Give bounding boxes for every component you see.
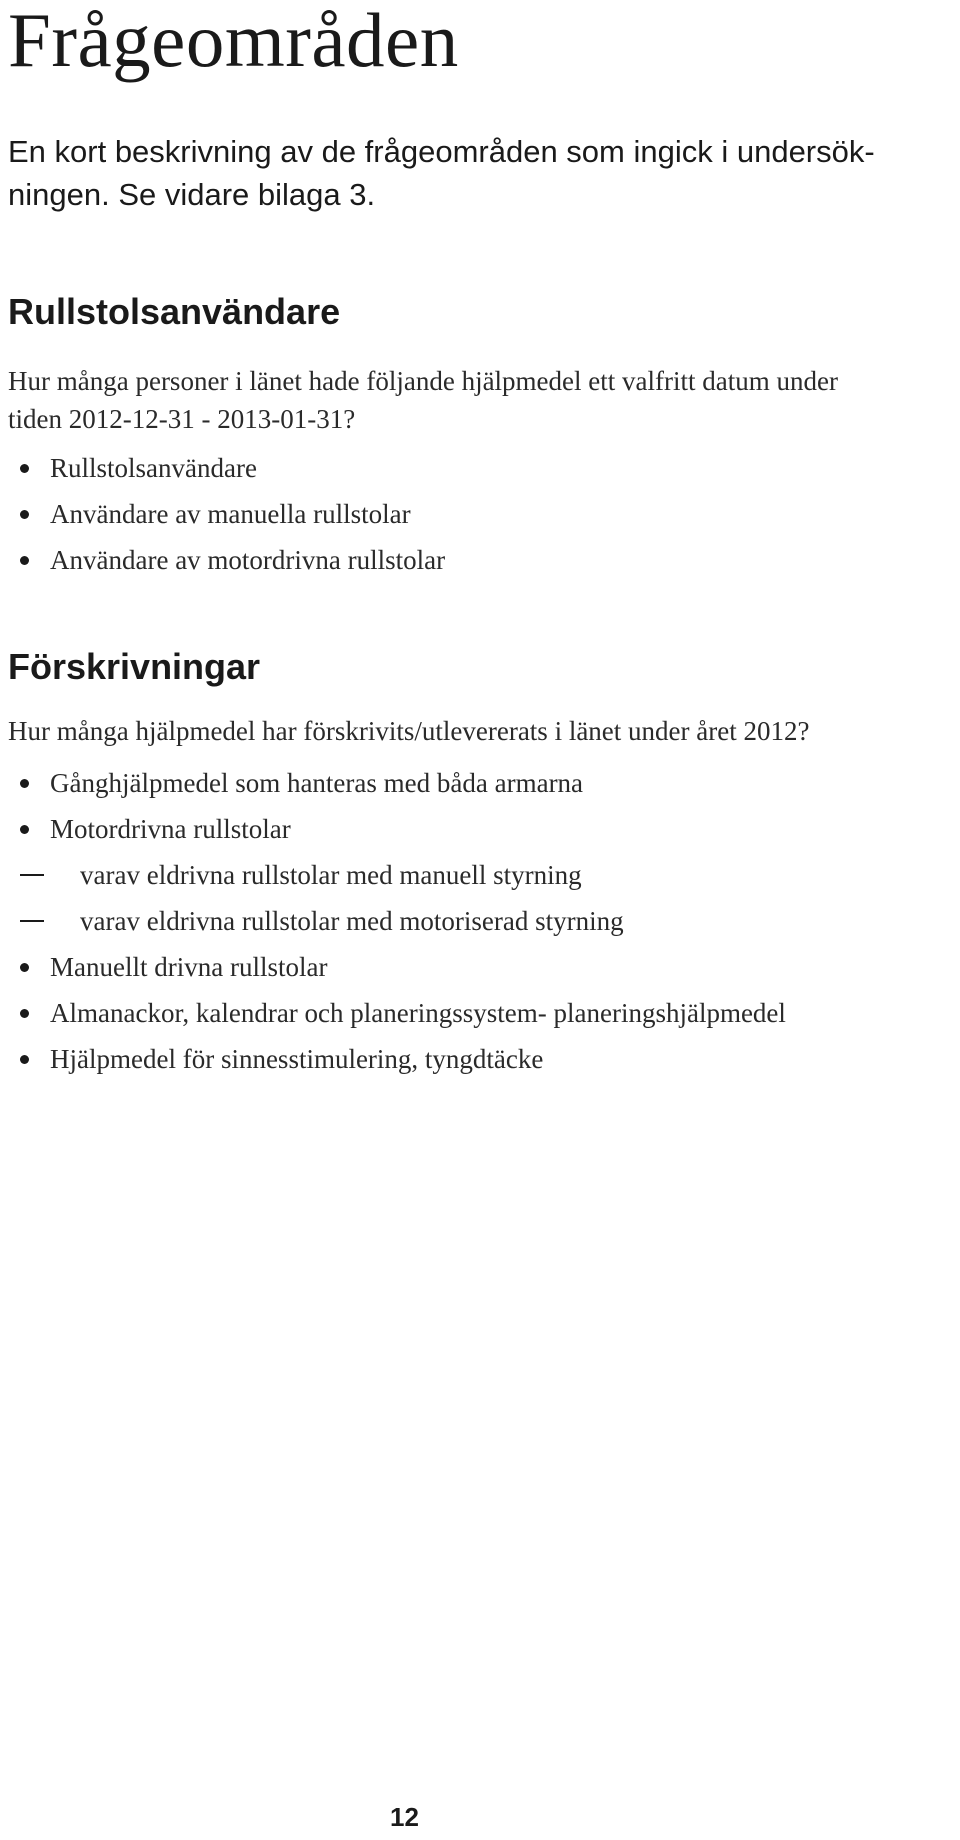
list-item-text: Användare av manuella rullstolar — [50, 499, 411, 529]
page-title: Frågeområden — [8, 0, 459, 83]
sub-list-item-text: varav eldrivna rullstolar med motoriserad styrning — [80, 906, 624, 936]
list-item-text: Gånghjälpmedel som hanteras med båda armarna — [50, 768, 584, 798]
page-number: 12 — [390, 1802, 419, 1832]
dash-icon — [20, 920, 44, 922]
section-heading-forskrivningar: Förskrivningar — [8, 646, 261, 687]
list-item-text: Almanackor, kalendrar och planeringssystem- planeringshjälpmedel — [50, 998, 786, 1028]
list-item-text: Motordrivna rullstolar — [50, 814, 291, 844]
section-question-forskrivningar: Hur många hjälpmedel har förskrivits/utlevererats i länet under året 2012? — [8, 716, 810, 746]
bullet-icon — [20, 1009, 29, 1018]
section-heading-rullstolsanvandare: Rullstolsanvändare — [8, 291, 341, 332]
bullet-icon — [20, 556, 29, 565]
bullet-icon — [20, 510, 29, 519]
bullet-icon — [20, 963, 29, 972]
dash-icon — [20, 874, 44, 876]
list-item-text: Användare av motordrivna rullstolar — [50, 545, 446, 575]
sub-list-item-text: varav eldrivna rullstolar med manuell styrning — [80, 860, 582, 890]
list-item-text: Hjälpmedel för sinnesstimulering, tyngdtäcke — [50, 1044, 544, 1074]
list-item-text: Manuellt drivna rullstolar — [50, 952, 328, 982]
bullet-icon — [20, 464, 29, 473]
bullet-icon — [20, 1055, 29, 1064]
intro-paragraph: En kort beskrivning av de frågeområden som ingick i undersök- ningen. Se vidare bilaga 3. — [8, 134, 875, 212]
bullet-icon — [20, 779, 29, 788]
section-question-rullstolsanvandare: Hur många personer i länet hade följande hjälpmedel ett valfritt datum under tiden 2012-12-31 - 2013-01-31? — [8, 366, 838, 434]
list-item-text: Rullstolsanvändare — [50, 453, 257, 483]
bullet-icon — [20, 825, 29, 834]
